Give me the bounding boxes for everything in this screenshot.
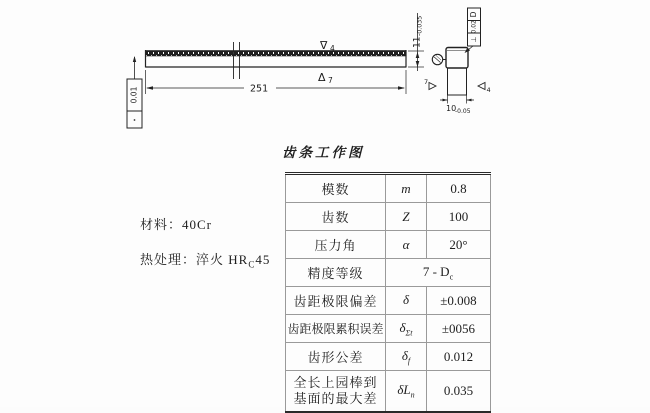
surface-finish-top (319, 39, 335, 53)
table-row (286, 343, 491, 371)
svg-text:D: D (469, 11, 478, 18)
param-value: 20° (427, 231, 491, 259)
param-symbol: $\delta_{\Sigma t}$ (386, 315, 427, 343)
material-note: 材料：40Cr (140, 217, 213, 232)
right-tolerance-frame (465, 8, 481, 53)
table-row (286, 203, 491, 231)
param-symbol: m (386, 174, 427, 203)
height-dimension (408, 13, 424, 71)
finish-top-icon: ∇ (320, 39, 328, 52)
param-label: 齿距极限偏差 (286, 287, 386, 315)
table-row (286, 259, 491, 287)
table-row (286, 315, 491, 343)
width-dimension (440, 95, 474, 115)
drawing-title: 齿条工作图 (282, 145, 365, 160)
svg-text:0.02: 0.02 (470, 20, 478, 34)
param-label: 齿数 (286, 203, 386, 231)
perpendicularity-icon: ⊥ (470, 36, 478, 43)
svg-text:0.01: 0.01 (129, 86, 139, 104)
left-tolerance-frame (127, 56, 142, 128)
param-symbol: $\delta_f$ (386, 343, 427, 371)
table-row (286, 174, 491, 203)
param-label: 精度等级 (286, 259, 386, 287)
length-dimension (146, 70, 407, 95)
section-finish-right (478, 83, 491, 95)
param-value: ±0056 (427, 315, 491, 343)
param-symbol: $\delta L_n$ (386, 371, 427, 413)
param-value: 0.8 (427, 174, 491, 203)
table-row (286, 371, 491, 413)
heat-treatment-note: 热处理：淬火 $HR_C45$ (140, 252, 271, 270)
rack-bar (146, 50, 407, 68)
svg-text:4: 4 (330, 44, 335, 53)
gear-parameter-table (285, 172, 491, 413)
svg-text:10: 10 (446, 104, 457, 113)
svg-text:7: 7 (424, 78, 429, 86)
param-symbol: α (386, 231, 427, 259)
svg-text:7: 7 (328, 76, 333, 85)
param-label: 压力角 (286, 231, 386, 259)
rack-drawing (0, 0, 650, 140)
svg-text:-0.035: -0.035 (416, 15, 424, 36)
section-view (424, 8, 491, 115)
svg-text:-0.05: -0.05 (455, 108, 471, 115)
param-value: ±0.008 (427, 287, 491, 315)
section-finish-left (424, 78, 436, 90)
measuring-pin-circle (432, 54, 446, 64)
svg-text:251: 251 (250, 83, 269, 95)
surface-finish-bottom (318, 71, 333, 85)
table-row (286, 287, 491, 315)
param-label: 模数 (286, 174, 386, 203)
param-value: $7 - D_c$ (386, 259, 491, 287)
param-label: 齿距极限累积误差 (286, 315, 386, 343)
table-row (286, 231, 491, 259)
param-value: 100 (427, 203, 491, 231)
svg-text:11: 11 (412, 36, 423, 48)
frame-datum-dot (134, 119, 136, 121)
finish-bottom-icon: Δ (318, 71, 326, 84)
param-value: 0.035 (427, 371, 491, 413)
param-value: 0.012 (427, 343, 491, 371)
param-symbol: δ (386, 287, 427, 315)
break-lines (234, 42, 240, 79)
svg-text:4: 4 (486, 86, 491, 94)
param-label: 全长上园棒到 基面的最大差 (286, 371, 386, 413)
param-label: 齿形公差 (286, 343, 386, 371)
param-symbol: Z (386, 203, 427, 231)
